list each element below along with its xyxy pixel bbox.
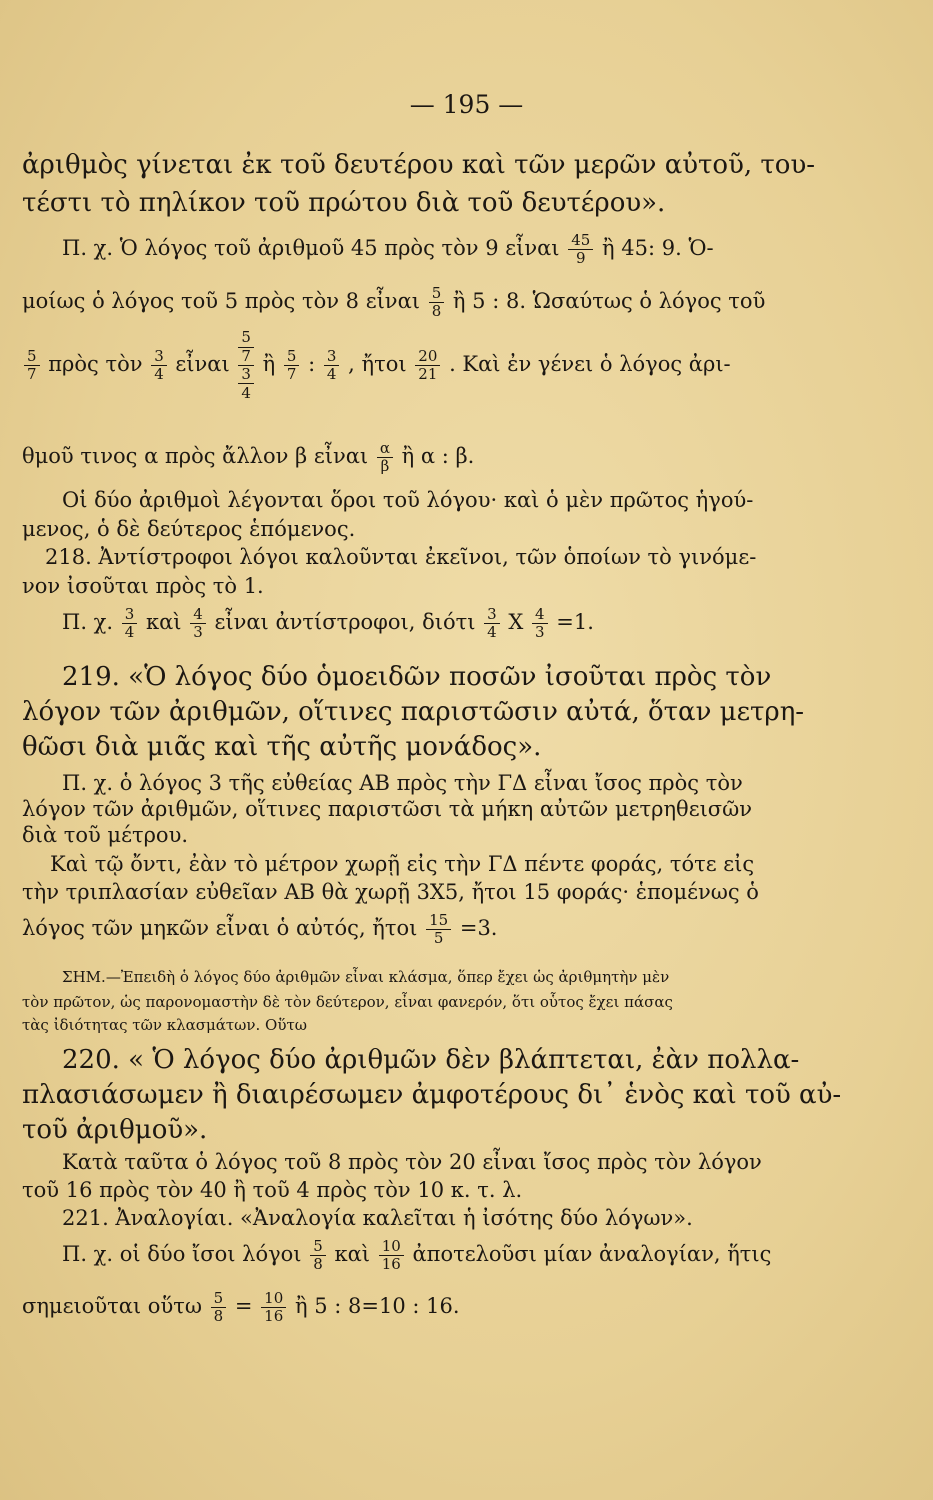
text-segment: εἶναι ἀντίστροφοι, διότι (214, 610, 476, 634)
text-segment: ἢ 45: 9. Ὁ- (602, 236, 714, 260)
fraction: $\frac{5}{8}$ (211, 1290, 227, 1325)
math-line (22, 440, 474, 475)
math-line (22, 912, 497, 947)
text-line: διὰ τοῦ μέτρου. (22, 823, 189, 847)
text-line: 218. Ἀντίστροφοι λόγοι καλοῦνται ἐκεῖνοι, τῶν ὁποίων τὸ γινόμε- (45, 545, 757, 569)
fraction: $\frac{3}{4}$ (324, 348, 340, 383)
fraction: $\frac{4}{3}$ (532, 606, 548, 641)
text-segment: θμοῦ τινος α πρὸς ἄλλον β εἶναι (22, 444, 369, 468)
text-line: λόγον τῶν ἀριθμῶν, οἵτινες παριστῶσιν αὐτά, ὅταν μετρη- (22, 697, 805, 727)
fraction: $\frac{\alpha}{\beta}$ (377, 440, 393, 475)
text-segment: : (308, 352, 316, 376)
text-segment: ἢ α : β. (401, 444, 475, 468)
fraction: $\frac{5}{7}$ (24, 348, 40, 383)
text-segment: , ἤτοι (348, 352, 407, 376)
text-segment: ἢ 5 : 8=10 : 16. (294, 1294, 460, 1318)
fraction: $\frac{45}{9}$ (568, 232, 593, 267)
math-line (22, 285, 765, 320)
fraction: $\frac{5}{7}$ (284, 348, 300, 383)
text-line: ἀριθμὸς γίνεται ἐκ τοῦ δευτέρου καὶ τῶν μερῶν αὐτοῦ, του- (22, 150, 816, 180)
fraction: $\frac{10}{16}$ (379, 1238, 404, 1273)
math-line (62, 232, 714, 267)
text-line: τοῦ ἀριθμοῦ». (22, 1115, 208, 1145)
text-segment: καὶ (334, 1242, 370, 1266)
text-segment: =1. (556, 610, 594, 634)
text-line: 221. Ἀναλογίαι. «Ἀναλογία καλεῖται ἡ ἰσότης δύο λόγων». (62, 1206, 693, 1230)
text-line: θῶσι διὰ μιᾶς καὶ τῆς αὐτῆς μονάδος». (22, 732, 542, 762)
fraction: $\frac{3}{4}$ (122, 606, 138, 641)
text-line: νον ἰσοῦται πρὸς τὸ 1. (22, 574, 264, 598)
text-line: τὴν τριπλασίαν εὐθεῖαν ΑΒ θὰ χωρῇ 3X5, ἤτοι 15 φοράς· ἑπομένως ὁ (22, 880, 759, 904)
text-segment: Π. χ. (62, 610, 114, 634)
text-line: Π. χ. ὁ λόγος 3 τῆς εὐθείας ΑΒ πρὸς τὴν ΓΔ εἶναι ἴσος πρὸς τὸν (62, 771, 743, 795)
text-segment: εἶναι (175, 352, 230, 376)
math-line (62, 606, 594, 641)
text-line: πλασιάσωμεν ἢ διαιρέσωμεν ἀμφοτέρους δι᾽ ἑνὸς καὶ τοῦ αὐ- (22, 1080, 842, 1110)
text-line: μενος, ὁ δὲ δεύτερος ἑπόμενος. (22, 517, 356, 541)
text-segment: λόγος τῶν μηκῶν εἶναι ὁ αὐτός, ἤτοι (22, 916, 418, 940)
text-line: Καὶ τῷ ὄντι, ἐὰν τὸ μέτρον χωρῇ εἰς τὴν ΓΔ πέντε φοράς, τότε εἰς (50, 852, 755, 876)
fraction: $\frac{20}{21}$ (415, 348, 440, 383)
text-segment: X (508, 610, 524, 634)
text-segment: =3. (459, 916, 498, 940)
text-segment: Π. χ. Ὁ λόγος τοῦ ἀριθμοῦ 45 πρὸς τὸν 9 εἶναι (62, 236, 560, 260)
math-line (62, 1238, 771, 1273)
text-segment: καὶ (146, 610, 182, 634)
text-segment: πρὸς τὸν (48, 352, 143, 376)
fraction: $\frac{3}{4}$ (484, 606, 500, 641)
fraction: $\frac{5}{8}$ (429, 285, 445, 320)
fraction: $\frac{15}{5}$ (426, 912, 451, 947)
note-line: τὰς ἰδιότητας τῶν κλασμάτων. Οὕτω (22, 1016, 307, 1034)
text-line: 219. «Ὁ λόγος δύο ὁμοειδῶν ποσῶν ἰσοῦται πρὸς τὸν (62, 662, 772, 692)
text-line: 220. « Ὁ λόγος δύο ἀριθμῶν δὲν βλάπτεται, ἐὰν πολλα- (62, 1045, 800, 1075)
fraction: $\frac{10}{16}$ (261, 1290, 286, 1325)
note-line: τὸν πρῶτον, ὡς παρονομαστὴν δὲ τὸν δεύτερον, εἶναι φανερόν, ὅτι οὗτος ἔχει πάσας (22, 993, 673, 1011)
text-segment: ἢ 5 : 8. Ὡσαύτως ὁ λόγος τοῦ (452, 289, 766, 313)
text-line: τοῦ 16 πρὸς τὸν 40 ἢ τοῦ 4 πρὸς τὸν 10 κ. τ. λ. (22, 1178, 523, 1202)
compound-fraction: 5 $\frac{7}{3}$ 4 (238, 328, 254, 403)
text-segment: μοίως ὁ λόγος τοῦ 5 πρὸς τὸν 8 εἶναι (22, 289, 420, 313)
note-line: ΣΗΜ.—Ἐπειδὴ ὁ λόγος δύο ἀριθμῶν εἶναι κλάσμα, ὅπερ ἔχει ὡς ἀριθμητὴν μὲν (62, 968, 670, 986)
text-segment: Π. χ. οἱ δύο ἴσοι λόγοι (62, 1242, 302, 1266)
text-line: Κατὰ ταῦτα ὁ λόγος τοῦ 8 πρὸς τὸν 20 εἶναι ἴσος πρὸς τὸν λόγον (62, 1150, 762, 1174)
text-segment: = (234, 1294, 253, 1318)
fraction: $\frac{4}{3}$ (190, 606, 206, 641)
text-segment: . Καὶ ἐν γένει ὁ λόγος ἀρι- (449, 352, 731, 376)
math-line (22, 328, 731, 403)
text-line: Οἱ δύο ἀριθμοὶ λέγονται ὅροι τοῦ λόγου· καὶ ὁ μὲν πρῶτος ἡγού- (62, 488, 754, 512)
page-number: — 195 — (409, 90, 524, 119)
text-line: λόγον τῶν ἀριθμῶν, οἵτινες παριστῶσι τὰ μήκη αὐτῶν μετρηθεισῶν (22, 797, 753, 821)
text-line: τέστι τὸ πηλίκον τοῦ πρώτου διὰ τοῦ δευτέρου». (22, 188, 666, 218)
text-segment: ἢ (262, 352, 276, 376)
fraction: $\frac{3}{4}$ (151, 348, 167, 383)
text-segment: ἀποτελοῦσι μίαν ἀναλογίαν, ἥτις (412, 1242, 772, 1266)
math-line (22, 1290, 460, 1325)
fraction: $\frac{5}{8}$ (310, 1238, 326, 1273)
text-segment: σημειοῦται οὕτω (22, 1294, 202, 1318)
